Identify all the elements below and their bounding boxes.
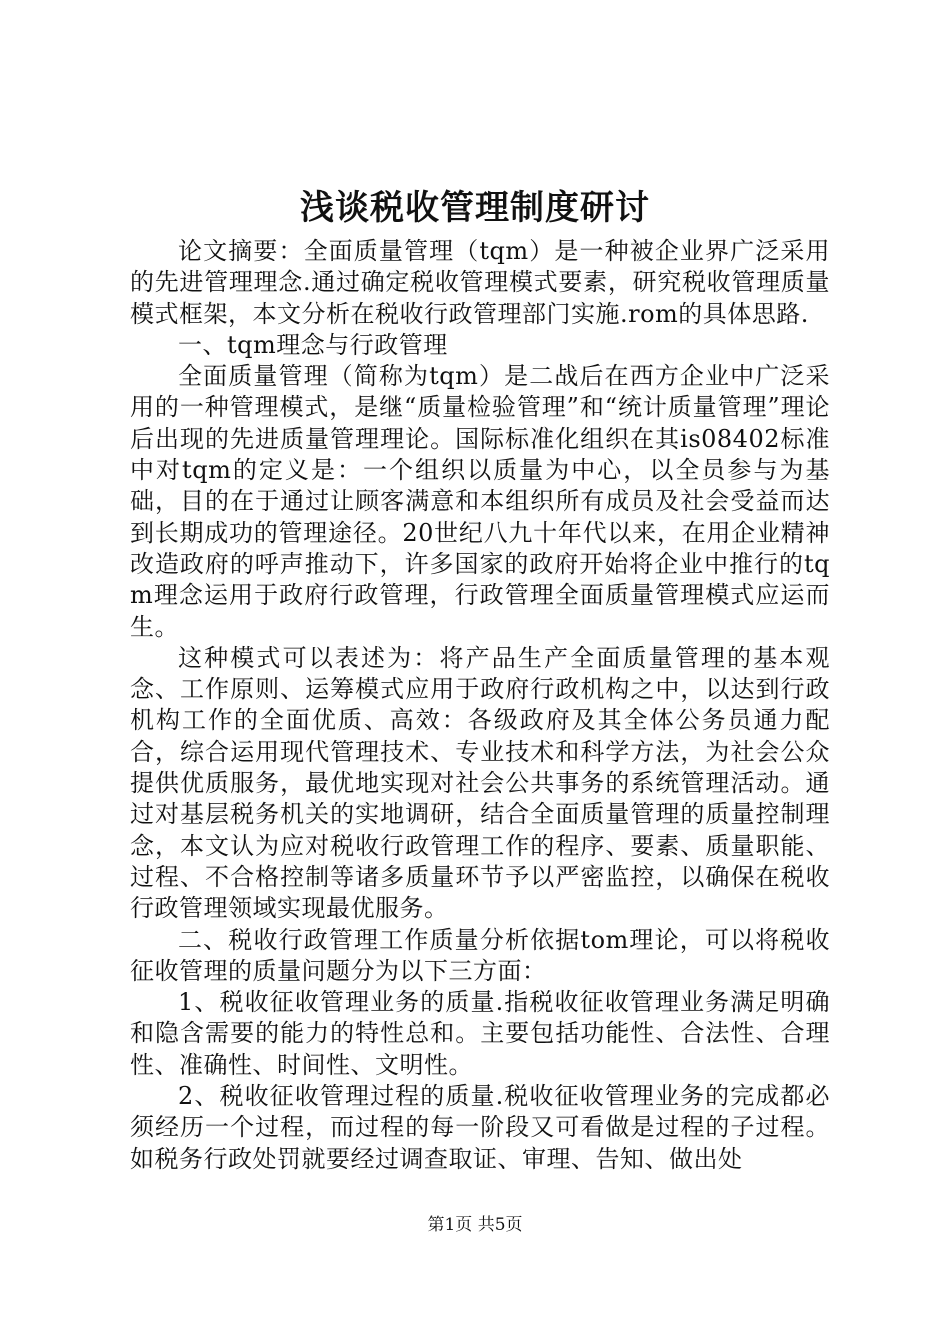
document-body	[130, 236, 830, 1175]
body-paragraph: 全面质量管理（简称为tqm）是二战后在西方企业中广泛采用的一种管理模式，是继“质量检验管理”和“统计质量管理”理论后出现的先进质量管理理论。国际标准化组织在其is08402标准中对tqm的定义是：一个组织以质量为中心，以全员参与为基础，目的在于通过让顾客满意和本组织所有成员及社会受益而达到长期成功的管理途径。20世纪八九十年代以来，在用企业精神改造政府的呼声推动下，许多国家的政府开始将企业中推行的tqm理念运用于政府行政管理，行政管理全面质量管理模式应运而生。	[130, 362, 830, 641]
list-item-paragraph: 2、税收征收管理过程的质量.税收征收管理业务的完成都必须经历一个过程，而过程的每一阶段又可看做是过程的子过程。如税务行政处罚就要经过调查取证、审理、告知、做出处	[130, 1082, 830, 1173]
section-heading-2: 二、税收行政管理工作质量分析依据tom理论，可以将税收征收管理的质量问题分为以下三方面：	[130, 925, 830, 985]
body-paragraph: 这种模式可以表述为：将产品生产全面质量管理的基本观念、工作原则、运筹模式应用于政府行政机构之中，以达到行政机构工作的全面优质、高效：各级政府及其全体公务员通力配合，综合运用现代管理技术、专业技术和科学方法，为社会公众提供优质服务，最优地实现对社会公共事务的系统管理活动。通过对基层税务机关的实地调研，结合全面质量管理的质量控制理念，本文认为应对税收行政管理工作的程序、要素、质量职能、过程、不合格控制等诸多质量环节予以严密监控，以确保在税收行政管理领域实现最优服务。	[130, 643, 830, 923]
abstract-paragraph: 论文摘要：全面质量管理（tqm）是一种被企业界广泛采用的先进管理理念.通过确定税收管理模式要素，研究税收管理质量模式框架，本文分析在税收行政管理部门实施.rom的具体思路.	[130, 237, 830, 328]
section-heading-1: 一、tqm理念与行政管理	[178, 330, 448, 359]
page-footer: 第1页 共5页	[427, 1215, 523, 1235]
page-title: 浅谈税收管理制度研讨	[300, 188, 650, 228]
list-item-paragraph: 1、税收征收管理业务的质量.指税收征收管理业务满足明确和隐含需要的能力的特性总和。主要包括功能性、合法性、合理性、准确性、时间性、文明性。	[130, 988, 830, 1079]
